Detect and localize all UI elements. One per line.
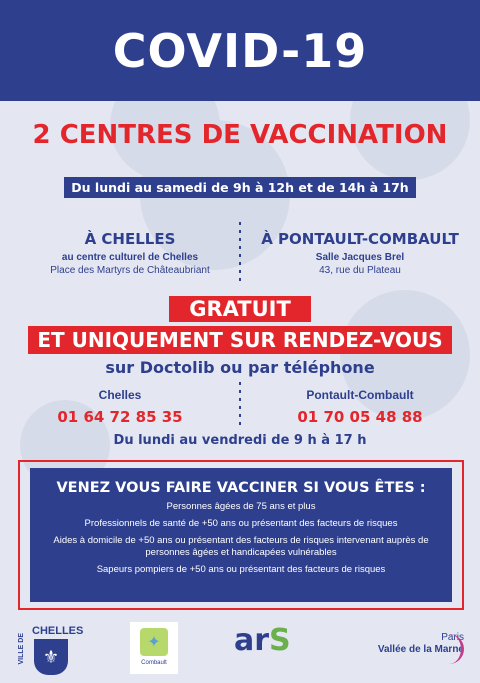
centre-address: Place des Martyrs de Châteaubriant <box>50 265 210 276</box>
dotted-divider <box>239 222 241 282</box>
pontault-logo-word: Combault <box>141 660 167 666</box>
eligibility-panel <box>30 468 452 602</box>
centre-city: À PONTAULT-COMBAULT <box>261 230 459 248</box>
centre-venue: au centre culturel de Chelles <box>61 252 199 263</box>
vallee-de-la-marne-logo <box>352 632 464 676</box>
phone-number[interactable]: 01 70 05 48 88 <box>297 408 423 426</box>
eligibility-item: Professionnels de santé de +50 ans ou présentant des facteurs de risques <box>84 518 398 529</box>
poster-title: COVID-19 <box>112 23 368 78</box>
dotted-divider <box>239 382 241 428</box>
eligibility-item: Sapeurs pompiers de +50 ans ou présentant des facteurs de risques <box>96 564 386 575</box>
opening-hours-bar: Du lundi au samedi de 9h à 12h et de 14h à 17h <box>64 177 416 198</box>
centre-pontault <box>250 230 470 276</box>
phone-number[interactable]: 01 64 72 85 35 <box>57 408 183 426</box>
free-badge: GRATUIT <box>169 296 311 322</box>
chelles-logo <box>18 625 84 677</box>
eligibility-title: VENEZ VOUS FAIRE VACCINER SI VOUS ÊTES : <box>56 480 426 496</box>
phone-chelles <box>40 388 200 426</box>
ars-logo <box>234 623 296 676</box>
centre-city: À CHELLES <box>84 230 176 248</box>
title-banner <box>0 0 480 101</box>
appointment-only-banner: ET UNIQUEMENT SUR RENDEZ-VOUS <box>28 326 452 354</box>
phone-pontault <box>280 388 440 426</box>
partner-logos <box>0 620 480 683</box>
phone-label: Pontault-Combault <box>306 388 414 402</box>
headline: 2 CENTRES DE VACCINATION <box>32 120 448 150</box>
pontault-combault-logo <box>130 622 178 674</box>
booking-channels: sur Doctolib ou par téléphone <box>105 358 375 377</box>
eligibility-item: Aides à domicile de +50 ans ou présentant des facteurs de risques intervenant auprès de personnes âgées et handicapées vulnérables <box>53 535 429 558</box>
eligibility-item: Personnes âgées de 75 ans et plus <box>166 501 316 512</box>
centre-chelles <box>30 230 230 276</box>
chelles-logo-wordmark: CHELLES <box>32 625 84 637</box>
ars-logo-word: arS <box>234 623 291 658</box>
phone-hours: Du lundi au vendredi de 9 h à 17 h <box>113 433 367 448</box>
vdm-logo-main: Vallée de la Marne <box>377 644 464 655</box>
vdm-logo-paris: Paris <box>441 632 464 643</box>
fleur-de-lis-icon: ⚜ <box>34 639 68 675</box>
phone-label: Chelles <box>98 388 142 402</box>
centre-venue: Salle Jacques Brel <box>315 252 405 263</box>
eligibility-frame <box>18 460 464 610</box>
centre-address: 43, rue du Plateau <box>319 265 401 276</box>
bird-icon: ✦ <box>140 628 168 656</box>
swoosh-icon <box>434 634 464 664</box>
chelles-logo-vertical: VILLE DE <box>18 633 25 665</box>
